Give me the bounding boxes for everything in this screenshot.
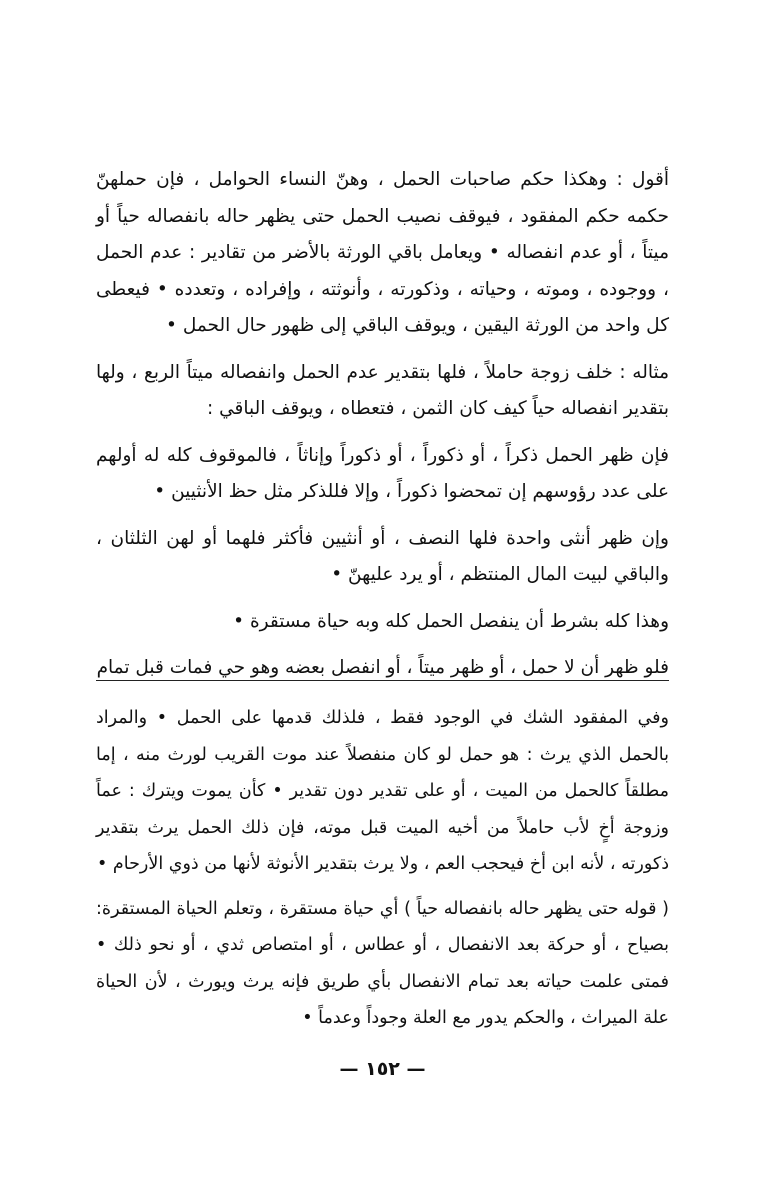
footnote-separator	[96, 680, 669, 681]
main-paragraph: وهذا كله بشرط أن ينفصل الحمل كله وبه حياة مستقرة •	[233, 610, 669, 632]
footnote-section	[96, 700, 669, 1045]
page-number: — ١٥٢ —	[339, 1058, 426, 1080]
main-paragraph: مثاله : خلف زوجة حاملاً ، فلها بتقدير عدم الحمل وانفصاله ميتاً الربع ، ولها بتقدير انفصاله حياً كيف كان الثمن ، فتعطاه ، ويوقف الباقي :	[96, 361, 669, 419]
main-paragraph: أقول : وهكذا حكم صاحبات الحمل ، وهنّ النساء الحوامل ، فإن حملهنّ حكمه حكم المفقود ، فيوقف نصيب الحمل حتى يظهر حاله بانفصاله حياً أو ميتاً ، أو عدم انفصاله • ويعامل باقي الورثة بالأضر من تقادير : عدم الحمل ، ووجوده ، وموته ، وحياته ، وذكورته ، وأنوثته ، وإفراده ، وتعدده • فيعطى كل واحد من الورثة اليقين ، ويوقف الباقي إلى ظهور حال الحمل •	[96, 169, 669, 336]
footnote-paragraph: وفي المفقود الشك في الوجود فقط ، فلذلك قدمها على الحمل • والمراد بالحمل الذي يرث : هو حمل لو كان منفصلاً عند موت القريب لورث منه ، إما مطلقاً كالحمل من الميت ، أو على تقدير دون تقدير • كأن يموت ويترك : عماً وزوجة أخٍ لأب حاملاً من أخيه الميت قبل موته، فإن ذلك الحمل يرث بتقدير ذكورته ، لأنه ابن أخ فيحجب العم ، ولا يرث بتقدير الأنوثة لأنها من ذوي الأرحام •	[96, 708, 669, 874]
main-text-body	[96, 162, 669, 697]
main-paragraph: وإن ظهر أنثى واحدة فلها النصف ، أو أنثيين فأكثر فلهما أو لهن الثلثان ، والباقي لبيت المال المنتظم ، أو يرد عليهنّ •	[96, 527, 669, 585]
footnote-paragraph: ( قوله حتى يظهر حاله بانفصاله حياً ) أي حياة مستقرة ، وتعلم الحياة المستقرة: بصياح ، أو حركة بعد الانفصال ، أو عطاس ، أو امتصاص ثدي ، أو نحو ذلك • فمتى علمت حياته بعد تمام الانفصال بأي طريق فإنه يرث ويورث ، لأن الحياة علة الميراث ، والحكم يدور مع العلة وجوداً وعدماً •	[96, 898, 669, 1028]
main-paragraph: فإن ظهر الحمل ذكراً ، أو ذكوراً ، أو ذكوراً وإناثاً ، فالموقوف كله له أولهم على عدد رؤوسهم إن تمحضوا ذكوراً ، وإلا فللذكر مثل حظ الأنثيين •	[96, 444, 669, 502]
main-paragraph: فلو ظهر أن لا حمل ، أو ظهر ميتاً ، أو انفصل بعضه وهو حي فمات قبل تمام	[96, 657, 669, 678]
